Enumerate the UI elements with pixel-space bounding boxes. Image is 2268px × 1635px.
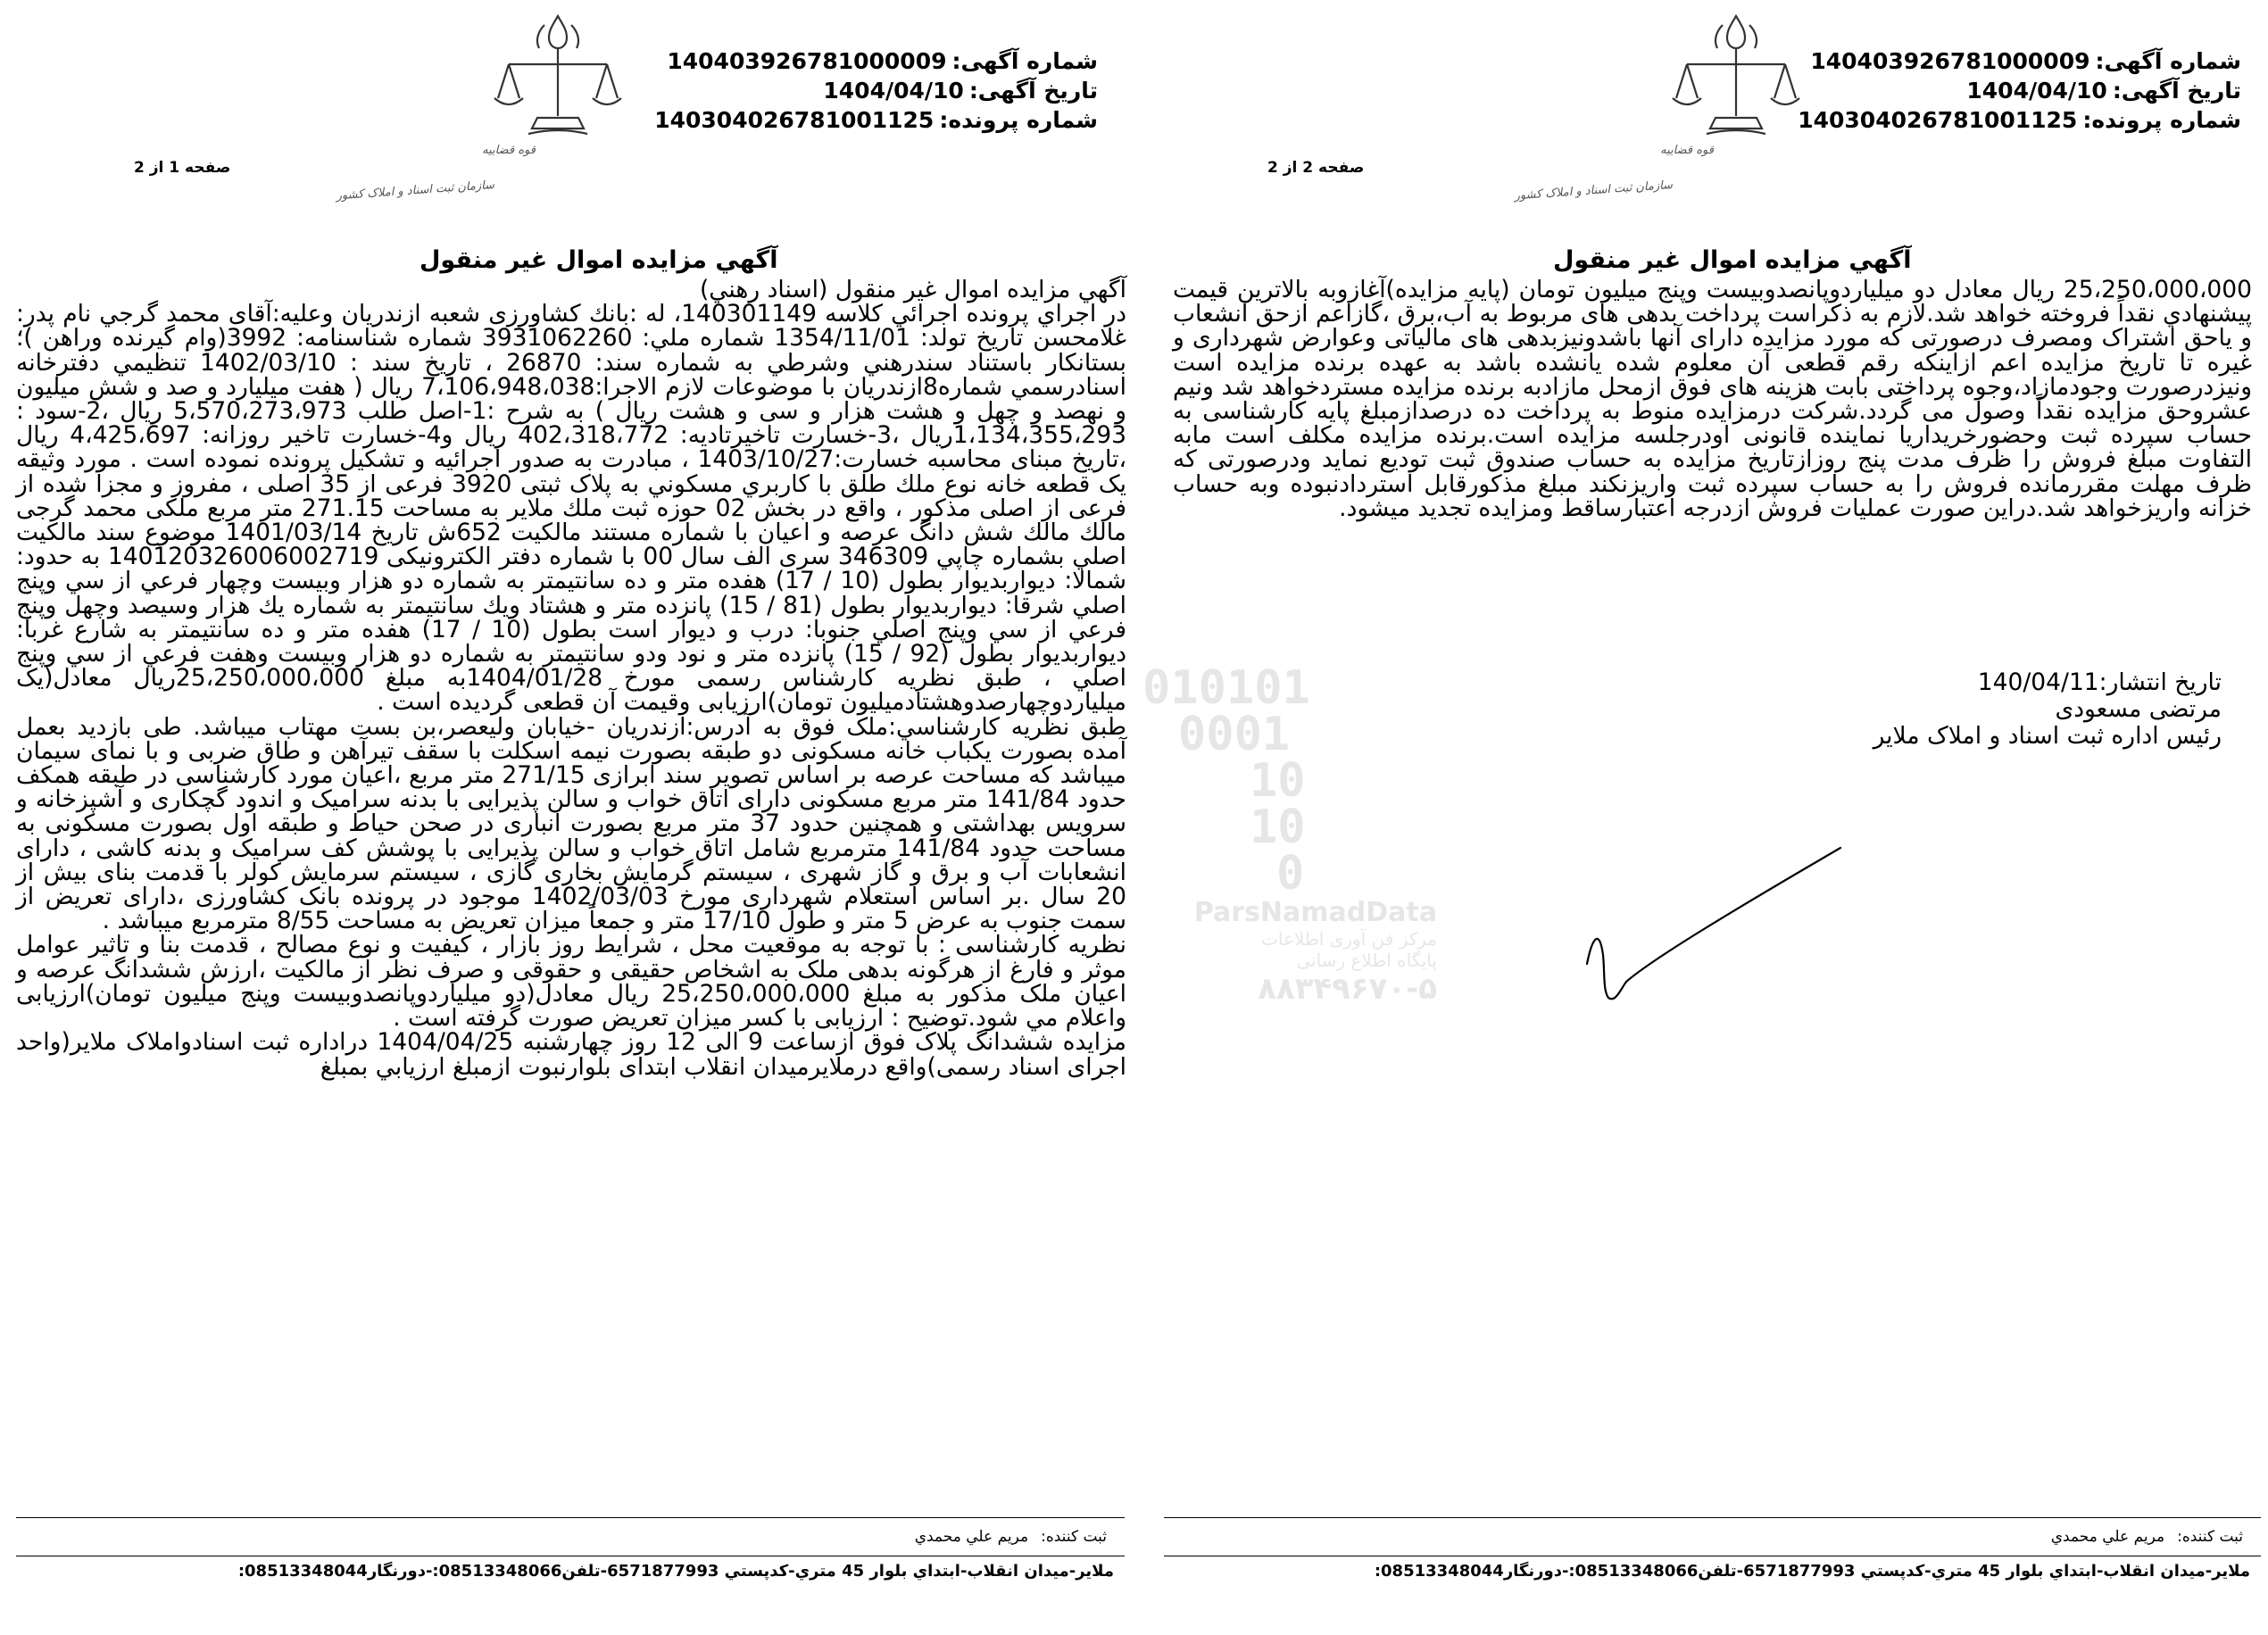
emblem-caption-line2: سازمان ثبت اسناد و املاک کشور xyxy=(1514,178,1674,203)
footer-divider xyxy=(1164,1517,2261,1518)
case-number: 140304026781001125 xyxy=(654,107,935,133)
notice-title: آگهي مزايده اموال غير منقول xyxy=(1553,246,1912,274)
ad-date: 1404/04/10 xyxy=(823,78,964,104)
ad-date: 1404/04/10 xyxy=(1966,78,2107,104)
ad-number-label: شماره آگهی: xyxy=(951,48,1098,74)
ad-date-label: تاریخ آگهی: xyxy=(2112,78,2241,104)
recorder-name: مريم علي محمدي xyxy=(914,1528,1029,1546)
recorder-line xyxy=(2051,1528,2243,1546)
watermark-binary-line: 10 xyxy=(1250,801,1306,854)
page-indicator: صفحه 1 از 2 xyxy=(134,159,231,177)
ad-number-label: شماره آگهی: xyxy=(2095,48,2241,74)
watermark-binary-line: 010101 xyxy=(1142,661,1310,715)
notice-title: آگهي مزايده اموال غير منقول xyxy=(420,246,778,274)
ad-date-label: تاریخ آگهی: xyxy=(968,78,1098,104)
judiciary-emblem-logo xyxy=(336,9,634,203)
parsnamaddata-watermark xyxy=(1142,661,1437,1007)
watermark-binary-line: 10 xyxy=(1250,754,1306,808)
notice-body-paragraph: طبق نظريه كارشناسي:ملک فوق به آدرس:ازندريان -خيابان وليعصر،بن بست مهتاب ميباشد. طى بازديد بعمل آمده بصورت يكباب خانه مسكونى دو طبقه بصورت نيمه اسكلت با سقف تيرآهن و طاق ضربى و با نماى سيمان ميباشد كه مساحت عرصه بر اساس تصوير سند ابرازى 271/15 متر مربع ،اعيان مورد كارشناسى در طبقه همكف حدود 141/84 متر مربع مسكونى داراى اتاق خواب و سالن پذيرايى با بدنه سراميک و اندود گچكارى و آشپزخانه و سرويس بهداشتى و همچنين حدود 37 متر مربع بصورت انبارى در صحن حياط و طبقه اول بصورت مسكونى به مساحت حدود 141/84 مترمربع شامل اتاق خواب و سالن پذيرايى با پوشش كف سراميک و بدنه كاشى ، داراى انشعابات آب و برق و گاز شهرى ، سيستم گرمايش بخارى گازى ، سيستم سرمايش كولر با قدمت بناى بيش از 20 سال .بر اساس استعلام شهردارى مورخ 1402/03/03 موجود در پرونده بانک كشاورزى ،داراى تعريض از سمت جنوب به عرض 5 متر و طول 17/10 متر و جمعاً ميزان تعريض به مساحت 8/55 مترمربع ميباشد . xyxy=(16,712,1127,935)
ad-number: 140403926781000009 xyxy=(667,48,947,74)
judiciary-emblem-logo xyxy=(1514,9,1812,203)
page-footer xyxy=(1164,1517,2261,1581)
recorder-label: ثبت کننده: xyxy=(1041,1528,1107,1546)
notice-body-paragraph: نظريه كارشناسى : با توجه به موقعيت محل ، شرايط روز بازار ، كيفيت و نوع مصالح ، قدمت بنا و تاثير عوامل موثر و فارغ از هرگونه بدهى ملک به اشخاص حقيقى و حقوقى و صرف نظر از مالكيت ،ارزش ششدانگ عرصه و اعيان ملک مذكور به مبلغ 25،250،000،000 ريال معادل(دو ميلياردوپانصدوبيست وپنج ميليون تومان)ارزيابى واعلام مي شود.توضيح : ارزيابى با كسر ميزان تعريض صورت گرفته است . xyxy=(16,931,1126,1033)
signer-name: مرتضی مسعودی xyxy=(2055,695,2222,723)
watermark-binary-line: 0 xyxy=(1276,847,1305,900)
watermark-phone: ۸۸۳۴۹۶۷۰-۵ xyxy=(1258,971,1437,1007)
notice-body xyxy=(16,278,1126,1079)
emblem-caption-line2: سازمان ثبت اسناد و املاک کشور xyxy=(336,178,495,203)
watermark-subtitle: پایگاه اطلاع رسانی xyxy=(1296,950,1437,971)
case-number-label: شماره پرونده: xyxy=(939,107,1098,133)
emblem-caption-line1: قوه قضاییه xyxy=(482,144,536,157)
footer-divider xyxy=(16,1517,1125,1518)
notice-body-paragraph: در اجراي پرونده اجرائي کلاسه 140301149، له :بانك كشاورزى شعبه ازندريان وعليه:آقاى محمد گرجي نام پدر: غلامحسن تاريخ تولد: 1354/11/01 شماره ملي: 3931062260 شماره شناسنامه: 3992(وام گيرنده وراهن )؛بستانكار باستناد سندرهني وشرطي به شماره سند: 26870 ، تاريخ سند : 1402/03/10 تنظيمي دفترخانه اسنادرسمي شماره8ازندريان با موضوعات لازم الاجرا:7،106،948،038 ريال ( هفت ميليارد و صد و شش ميليون و نهصد و چهل و هشت هزار و سى و هشت ريال ) به شرح :1-اصل طلب 5،570،273،973 ريال ،2-سود : 1،134،355،293ريال ،3-خسارت تاخيرتاديه: 402،318،772 ريال و4-خسارت تاخير روزانه: 4،425،697 ريال ،تاريخ مبناى محاسبه خسارت:1403/10/27 ، مبادرت به صدور اجرائيه و تشكيل پرونده نموده است . مورد وثيقه يک قطعه خانه نوع ملك طلق با كاربري مسكوني به پلاک ثبتی 3920 فرعی از 35 اصلی ، مفروز و مجزا شده از فرعی از اصلی مذکور ، واقع در بخش 02 حوزه ثبت ملك ملاير به مساحت 271.15 متر مربع ملكى محمد گرجى مالك مالك شش دانگ عرصه و اعيان با شماره مستند مالكيت 652ش تاريخ 1401/03/14 موضوع سند مالكيت اصلي بشماره چاپي 346309 سری الف سال 00 با شماره دفتر الكترونيكى 140120326006002719 به حدود: شمالا: ديواربديوار بطول (10 / 17) هفده متر و ده سانتيمتر به شماره دو هزار وبيست وچهار فرعي از سي وپنج اصلي شرقا: ديواربديوار بطول (81 / 15) پانزده متر و هشتاد ويك سانتيمتر به شماره يك هزار وسيصد وچهل وپنج فرعي از سي وپنج اصلي جنوبا: درب و ديوار است بطول (10 / 17) هفده متر و ده سانتيمتر به شارع غربا: ديواربديوار بطول (92 / 15) پانزده متر و نود ودو سانتيمتر به شماره دو هزار وبيست وهفت فرعي از سي وپنج اصلي ، طبق نظريه كارشناس رسمى مورخ 1404/01/28به مبلغ 25،250،000،000ريال معادل(يک ميلياردوچهارصدوهشتادميليون تومان)ارزيابى وقيمت آن قطعى گرديده است . xyxy=(16,300,1127,717)
ad-number: 140403926781000009 xyxy=(1810,48,2090,74)
emblem-caption-line1: قوه قضاییه xyxy=(1660,144,1714,157)
recorder-line xyxy=(915,1528,1107,1546)
watermark-subtitle: مرکز فن آوری اطلاعات xyxy=(1261,928,1437,950)
notice-body-paragraph: مزايده ششدانگ پلاک فوق ازساعت 9 الی 12 روز چهارشنبه 1404/04/25 دراداره ثبت اسنادواملاک ملاير(واحد اجرای اسناد رسمی)واقع درملايرميدان انقلاب ابتدای بلوارنبوت ازمبلغ ارزيابي بمبلغ xyxy=(16,1028,1126,1081)
recorder-name: مريم علي محمدي xyxy=(2050,1528,2165,1546)
recorder-label: ثبت کننده: xyxy=(2177,1528,2243,1546)
watermark-binary-line: 0001 xyxy=(1178,708,1291,761)
office-address: ملاير-ميدان انقلاب-ابتداي بلوار 45 متري-کدپستي 6571877993-تلفن08513348066:-دورنگار08513348044: xyxy=(1374,1562,2250,1581)
handwritten-signature xyxy=(1580,830,1874,1008)
ad-meta-block xyxy=(654,46,1098,135)
office-address: ملاير-ميدان انقلاب-ابتداي بلوار 45 متري-کدپستي 6571877993-تلفن08513348066:-دورنگار08513348044: xyxy=(237,1562,1114,1581)
notice-body xyxy=(1173,278,2252,520)
signer-title: رئيس اداره ثبت اسناد و املاک ملاير xyxy=(1873,722,2222,750)
notice-body-paragraph: 25،250،000،000 ريال معادل دو ميلياردوپانصدوبيست وپنج ميليون تومان (پايه مزايده)آغازوبه بالاترين قيمت پيشنهادي نقداً فروخته خواهد شد.لازم به ذکراست پرداخت بدهی های مربوط به آب،برق ،گازاعم ازحق انشعاب و یاحق اشتراک ومصرف درصورتی که مورد مزایده دارای آنها باشدونیزبدهی های مالیاتی وعوارض شهرداری و غیره تا تاریخ مزایده اعم ازاینکه رقم قطعی آن معلوم شده یانشده باشد به عهده برنده مزایده است ونیزدرصورت وجودمازاد،وجوه پرداختی بابت هزینه های فوق ازمحل مازادبه برنده مزایده مستردخواهد شد ونیم عشروحق مزایده نقداً وصول می گردد.شرکت درمزایده منوط به پرداخت ده درصدازمبلغ پایه کارشناسی به حساب سپرده ثبت وحضورخریداریا نماینده قانونی اودرجلسه مزایده است.برنده مزایده مکلف است مابه التفاوت مبلغ فروش را ظرف مدت پنج روزازتاریخ مزایده به حساب صندوق ثبت تودیع نماید ودرصورتی که ظرف مهلت مقررمانده فروش را به حساب سپرده ثبت واریزنکند مبلغ مذکورقابل استردادنبوده وبه حساب خزانه واریزخواهد شد.دراین صورت عملیات فروش ازدرجه اعتبارساقط ومزایده تجدید میشود. xyxy=(1173,276,2252,522)
notice-subtitle: آگهي مزايده اموال غير منقول (اسناد رهني) xyxy=(699,276,1126,303)
publish-date: تاریخ انتشار:140/04/11 xyxy=(1977,668,2222,696)
case-number-label: شماره پرونده: xyxy=(2082,107,2241,133)
case-number: 140304026781001125 xyxy=(1798,107,2078,133)
page-indicator: صفحه 2 از 2 xyxy=(1267,159,1365,177)
ad-meta-block xyxy=(1798,46,2241,135)
page-footer xyxy=(16,1517,1125,1581)
watermark-brand: ParsNamadData xyxy=(1193,897,1437,928)
